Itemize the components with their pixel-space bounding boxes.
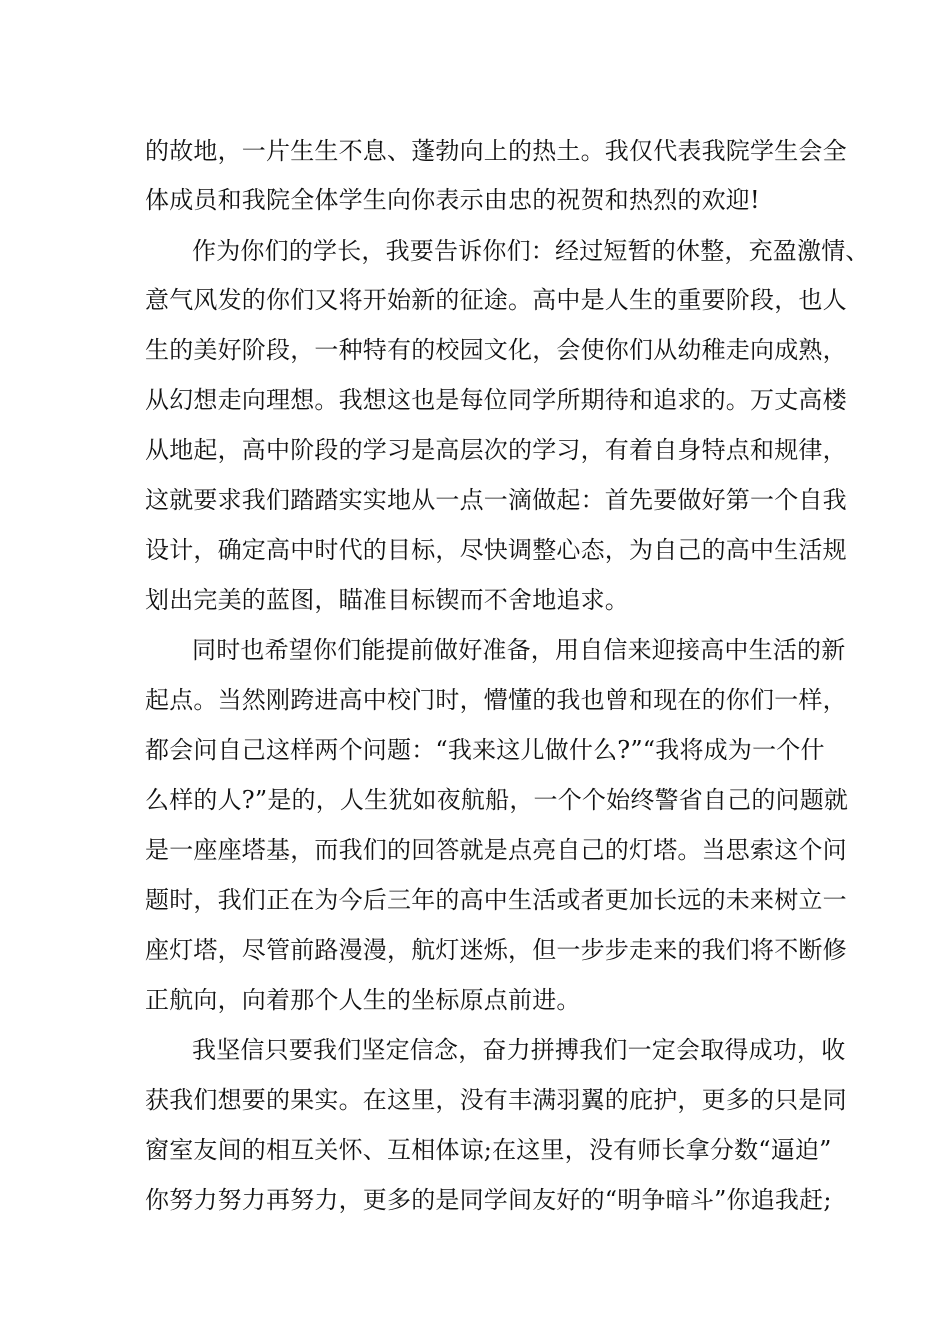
text-line: 从地起，高中阶段的学习是高层次的学习，有着自身特点和规律，: [145, 436, 847, 464]
text-line: 座灯塔，尽管前路漫漫，航灯迷烁，但一步步走来的我们将不断修: [145, 936, 847, 964]
text-line: 获我们想要的果实。在这里，没有丰满羽翼的庇护，更多的只是同: [145, 1086, 847, 1114]
text-line: 题时，我们正在为今后三年的高中生活或者更加长远的未来树立一: [145, 886, 847, 914]
text-line: 设计，确定高中时代的目标，尽快调整心态，为自己的高中生活规: [145, 536, 847, 564]
text-line: 是一座座塔基，而我们的回答就是点亮自己的灯塔。当思索这个问: [145, 836, 847, 864]
text-line: 起点。当然刚跨进高中校门时，懵懂的我也曾和现在的你们一样，: [145, 686, 847, 714]
text-line: 从幻想走向理想。我想这也是每位同学所期待和追求的。万丈高楼: [145, 386, 847, 414]
text-line: 意气风发的你们又将开始新的征途。高中是人生的重要阶段，也人: [145, 286, 847, 314]
text-line: 这就要求我们踏踏实实地从一点一滴做起：首先要做好第一个自我: [145, 486, 847, 514]
text-line: 生的美好阶段，一种特有的校园文化，会使你们从幼稚走向成熟，: [145, 336, 847, 364]
paragraph-start-line: 同时也希望你们能提前做好准备，用自信来迎接高中生活的新: [192, 636, 846, 664]
text-line: 都会问自己这样两个问题：“我来这儿做什么?”“我将成为一个什: [145, 736, 825, 764]
text-line: 的故地，一片生生不息、蓬勃向上的热土。我仅代表我院学生会全: [145, 137, 847, 165]
text-line: 划出完美的蓝图，瞄准目标锲而不舍地追求。: [145, 586, 629, 614]
text-line: 窗室友间的相互关怀、互相体谅;在这里，没有师长拿分数“逼迫”: [145, 1136, 832, 1164]
text-line: 正航向，向着那个人生的坐标原点前进。: [145, 986, 581, 1014]
paragraph-start-line: 我坚信只要我们坚定信念，奋力拼搏我们一定会取得成功，收: [192, 1036, 846, 1064]
text-line: 体成员和我院全体学生向你表示由忠的祝贺和热烈的欢迎!: [145, 186, 760, 214]
text-line: 么样的人?”是的，人生犹如夜航船，一个个始终警省自己的问题就: [145, 786, 849, 814]
text-line: 你努力努力再努力，更多的是同学间友好的“明争暗斗”你追我赶;: [145, 1186, 832, 1214]
paragraph-start-line: 作为你们的学长，我要告诉你们：经过短暂的休整，充盈激情、: [192, 237, 870, 265]
